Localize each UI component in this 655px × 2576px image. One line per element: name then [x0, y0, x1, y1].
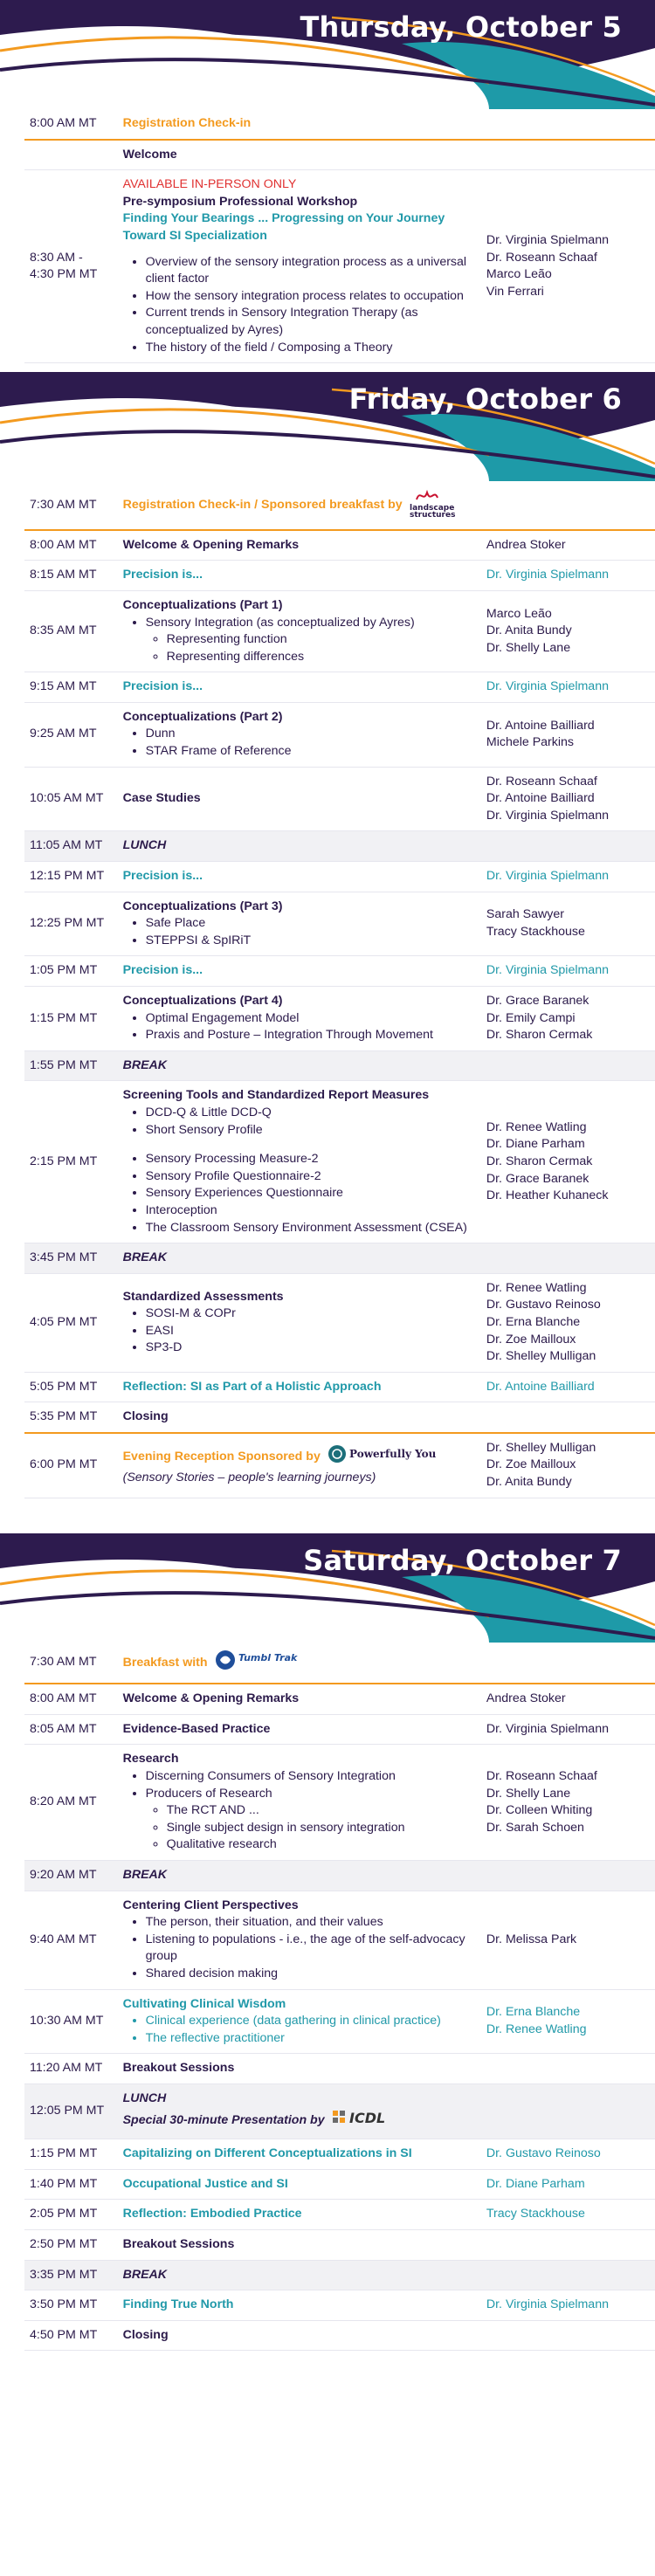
table-row	[24, 530, 655, 561]
speakers-cell: Dr. Virginia Spielmann	[486, 869, 609, 884]
day-banner	[0, 1533, 655, 1643]
event-title: Precision is...	[122, 869, 203, 884]
event-title: Precision is...	[122, 963, 203, 978]
speakers-cell: Dr. Diane Parham	[486, 2176, 585, 2191]
bullet-list	[146, 1151, 476, 1236]
speakers-cell	[479, 2260, 655, 2290]
speakers-cell	[479, 1243, 655, 1274]
time-cell: 9:20 AM MT	[24, 1861, 120, 1891]
bullet-list	[146, 615, 476, 666]
sub-bullet-list	[167, 1802, 476, 1854]
time-cell: 11:20 AM MT	[30, 2061, 103, 2076]
event-title: Capitalizing on Different Conceptualizations in SI	[122, 2146, 412, 2161]
event-cell	[120, 1081, 479, 1243]
table-row	[24, 2290, 655, 2321]
event-title: Reflection: Embodied Practice	[122, 2207, 302, 2221]
speakers-cell	[479, 1402, 655, 1433]
table-row	[24, 1745, 655, 1861]
speakers-cell	[479, 831, 655, 862]
list-item: • STEPPSI & SpIRiT	[146, 933, 476, 950]
table-row	[24, 1372, 655, 1402]
bullet-list	[146, 254, 476, 357]
table-row	[24, 1989, 655, 2054]
table-row	[24, 862, 655, 892]
time-cell: 8:30 AM - 4:30 PM MT	[30, 250, 98, 282]
time-cell: 12:05 PM MT	[24, 2084, 120, 2139]
day-banner	[0, 372, 655, 481]
table-row	[24, 2054, 655, 2084]
list-item: • Shared decision making	[146, 1966, 476, 1983]
event-title: Welcome	[122, 147, 177, 162]
list-item: • Dunn	[146, 726, 476, 743]
time-cell: 8:35 AM MT	[30, 623, 97, 638]
event-title: Screening Tools and Standardized Report Measures	[122, 1088, 430, 1103]
event-title: Registration Check-in / Sponsored breakfast by	[122, 498, 403, 513]
event-cell	[120, 590, 479, 672]
day-title: Friday, October 6	[348, 382, 622, 417]
table-row	[24, 2139, 655, 2170]
list-item: • How the sensory integration process relates to occupation	[146, 288, 476, 306]
event-subtitle: (Sensory Stories – people's learning journeys)	[122, 1470, 376, 1484]
speakers-cell	[479, 2320, 655, 2351]
speakers-cell: Dr. Grace Baranek Dr. Emily Campi Dr. Sharon Cermak	[486, 994, 593, 1043]
bullet-list	[146, 1914, 476, 1982]
list-item: • SOSI-M & COPr	[146, 1305, 476, 1323]
list-item: • Discerning Consumers of Sensory Integration	[146, 1768, 476, 1786]
time-cell: 2:15 PM MT	[30, 1154, 98, 1168]
speakers-cell: Dr. Virginia Spielmann Dr. Roseann Schaaf Marco Leão Vin Ferrari	[486, 232, 609, 299]
event-title: Pre-symposium Professional Workshop	[122, 194, 358, 209]
time-cell: 11:05 AM MT	[24, 831, 120, 862]
sponsor-logo-text: ICDL	[348, 2109, 385, 2126]
sub-bullet-list	[167, 631, 476, 665]
list-item: • The Classroom Sensory Environment Assessment (CSEA)	[146, 1220, 476, 1237]
event-title: Precision is...	[122, 568, 203, 582]
time-cell: 8:00 AM MT	[30, 1691, 97, 1706]
event-cell	[120, 2084, 479, 2139]
friday-section	[0, 372, 655, 1533]
speakers-cell: Andrea Stoker	[486, 1691, 566, 1706]
time-cell: 4:05 PM MT	[30, 1314, 98, 1329]
list-item: • Listening to populations - i.e., the age of the self-advocacy group	[146, 1932, 476, 1966]
bullet-list	[146, 1768, 476, 1854]
speakers-cell: Dr. Erna Blanche Dr. Renee Watling	[486, 2005, 587, 2036]
time-cell: 1:05 PM MT	[30, 963, 98, 978]
event-title: Finding True North	[122, 2297, 234, 2312]
table-row	[24, 1273, 655, 1372]
list-item: • Sensory Profile Questionnaire-2	[146, 1168, 476, 1186]
time-cell: 9:40 AM MT	[30, 1932, 97, 1946]
svg-text:structures: structures	[409, 511, 456, 520]
time-cell: 9:25 AM MT	[30, 727, 97, 741]
event-title: Case Studies	[122, 791, 201, 806]
table-row	[24, 1861, 655, 1891]
table-row	[24, 1891, 655, 1989]
time-cell: 6:00 PM MT	[30, 1457, 98, 1472]
event-title: LUNCH	[122, 2090, 167, 2105]
list-item: • The history of the field / Composing a Theory	[146, 340, 476, 357]
time-cell: 1:40 PM MT	[30, 2176, 98, 2191]
speakers-cell: Dr. Virginia Spielmann	[486, 963, 609, 978]
sponsor-logo-text: Powerfully You	[348, 1448, 437, 1461]
day-banner	[0, 0, 655, 109]
table-row	[24, 561, 655, 591]
time-cell: 7:30 AM MT	[30, 1655, 97, 1670]
list-item: ◦ Single subject design in sensory integration	[167, 1820, 476, 1837]
day-title: Thursday, October 5	[300, 10, 622, 44]
table-row	[24, 1081, 655, 1243]
table-row	[24, 987, 655, 1051]
thursday-section	[0, 0, 655, 372]
speakers-cell	[479, 2054, 655, 2084]
list-item: • Current trends in Sensory Integration Therapy (as conceptualized by Ayres)	[146, 305, 476, 339]
time-cell: 7:30 AM MT	[30, 497, 97, 512]
speakers-cell	[479, 1050, 655, 1081]
event-cell	[120, 1891, 479, 1989]
table-row	[24, 1243, 655, 1274]
bullet-list	[146, 1010, 476, 1044]
speakers-cell: Dr. Antoine Bailliard Michele Parkins	[486, 718, 595, 750]
event-title: Welcome & Opening Remarks	[122, 537, 300, 552]
table-row	[24, 1050, 655, 1081]
event-title: Closing	[122, 2327, 169, 2342]
event-title: Standardized Assessments	[122, 1289, 284, 1304]
table-row	[24, 140, 655, 170]
saturday-section	[0, 1533, 655, 2352]
tumbl-trak-logo	[215, 1649, 297, 1677]
time-cell: 12:25 PM MT	[30, 916, 105, 931]
event-title: Welcome & Opening Remarks	[122, 1691, 300, 1706]
event-cell	[120, 1643, 655, 1684]
event-title: BREAK	[120, 2260, 479, 2290]
bullet-list	[146, 1305, 476, 1357]
time-cell: 1:55 PM MT	[24, 1050, 120, 1081]
list-item: • SP3-D	[146, 1340, 476, 1357]
event-cell	[120, 1433, 479, 1498]
table-row	[24, 767, 655, 831]
time-cell: 5:05 PM MT	[30, 1379, 98, 1394]
list-item: • Producers of Research ◦ The RCT AND ... ◦ Single subject design in sensory integration ◦ Qualitative research	[146, 1786, 476, 1854]
schedule-table	[24, 1643, 655, 2352]
speakers-cell: Sarah Sawyer Tracy Stackhouse	[486, 907, 585, 940]
event-title: Breakout Sessions	[122, 2236, 235, 2251]
speakers-cell: Dr. Roseann Schaaf Dr. Antoine Bailliard Dr. Virginia Spielmann	[486, 774, 609, 823]
event-title: Conceptualizations (Part 4)	[122, 994, 283, 1008]
event-title: Cultivating Clinical Wisdom	[122, 1996, 286, 2011]
bullet-list	[146, 1105, 476, 1139]
powerfully-you-logo	[328, 1444, 446, 1470]
event-title: Evidence-Based Practice	[122, 1721, 271, 1736]
list-item: • DCD-Q & Little DCD-Q	[146, 1105, 476, 1122]
table-row	[24, 1684, 655, 1714]
speakers-cell: Dr. Virginia Spielmann	[486, 568, 609, 582]
event-cell	[120, 1989, 479, 2054]
speakers-cell: Dr. Virginia Spielmann	[486, 1721, 609, 1736]
table-row	[24, 590, 655, 672]
speakers-cell: Dr. Shelley Mulligan Dr. Zoe Mailloux Dr. Anita Bundy	[486, 1440, 596, 1490]
availability-note: AVAILABLE IN-PERSON ONLY	[122, 177, 297, 192]
table-row	[24, 956, 655, 987]
event-cell	[120, 1273, 479, 1372]
list-item: • Interoception	[146, 1202, 476, 1220]
list-item: • Clinical experience (data gathering in clinical practice)	[146, 2013, 476, 2030]
event-title: Occupational Justice and SI	[122, 2176, 288, 2191]
time-cell: 2:05 PM MT	[30, 2207, 98, 2221]
speakers-cell: Dr. Roseann Schaaf Dr. Shelly Lane Dr. Colleen Whiting Dr. Sarah Schoen	[486, 1769, 597, 1835]
event-title: BREAK	[120, 1861, 479, 1891]
speakers-cell: Dr. Renee Watling Dr. Diane Parham Dr. Sharon Cermak Dr. Grace Baranek Dr. Heather Kuhaneck	[486, 1119, 609, 1203]
time-cell: 10:05 AM MT	[30, 791, 104, 806]
event-title: Evening Reception Sponsored by	[122, 1450, 321, 1464]
table-row	[24, 2229, 655, 2260]
time-cell: 4:50 PM MT	[30, 2327, 98, 2342]
speakers-cell	[479, 2229, 655, 2260]
event-title: Conceptualizations (Part 3)	[122, 899, 283, 913]
event-cell	[120, 987, 479, 1051]
time-cell: 12:15 PM MT	[30, 869, 105, 884]
time-cell: 5:35 PM MT	[30, 1409, 98, 1424]
table-row	[24, 109, 655, 140]
sponsor-logo-text: Tumbl Trak	[238, 1651, 297, 1663]
list-item: • Sensory Integration (as conceptualized by Ayres) ◦ Representing function ◦ Representing differences	[146, 615, 476, 666]
time-cell: 9:15 AM MT	[30, 679, 97, 694]
table-row	[24, 1714, 655, 1745]
table-row	[24, 702, 655, 767]
time-cell: 8:05 AM MT	[30, 1721, 97, 1736]
table-row	[24, 2084, 655, 2139]
time-cell: 8:15 AM MT	[30, 568, 97, 582]
speakers-cell: Dr. Gustavo Reinoso	[486, 2146, 601, 2161]
time-cell: 10:30 AM MT	[30, 2014, 104, 2028]
schedule-table	[24, 109, 655, 363]
event-title: BREAK	[120, 1050, 479, 1081]
event-title: Closing	[122, 1409, 169, 1424]
list-item: ◦ The RCT AND ...	[167, 1802, 476, 1820]
time-cell: 1:15 PM MT	[30, 1010, 98, 1025]
bullet-list	[146, 2013, 476, 2047]
speakers-cell: Dr. Virginia Spielmann	[486, 2297, 609, 2312]
table-row	[24, 481, 655, 530]
event-title: Centering Client Perspectives	[122, 1898, 299, 1912]
table-row	[24, 1402, 655, 1433]
event-title: Research	[122, 1752, 179, 1767]
table-row	[24, 672, 655, 703]
event-cell	[120, 702, 479, 767]
event-subtitle: Special 30-minute Presentation by	[122, 2112, 325, 2127]
table-row	[24, 2260, 655, 2290]
table-row	[24, 170, 655, 363]
list-item: • Short Sensory Profile	[146, 1122, 476, 1140]
svg-text:landscape: landscape	[409, 504, 454, 513]
event-title: Precision is...	[122, 679, 203, 694]
event-title: Breakfast with	[122, 1655, 208, 1670]
list-item: • Sensory Processing Measure-2	[146, 1151, 476, 1168]
event-title: BREAK	[120, 1243, 479, 1274]
event-title: Conceptualizations (Part 2)	[122, 709, 283, 724]
table-row	[24, 1433, 655, 1498]
icdl-logo	[332, 2108, 393, 2133]
speakers-cell: Dr. Renee Watling Dr. Gustavo Reinoso Dr. Erna Blanche Dr. Zoe Mailloux Dr. Shelley Mulligan	[486, 1280, 601, 1364]
landscape-structures-logo	[410, 487, 464, 523]
event-subtitle: Finding Your Bearings ... Progressing on Your Journey Toward SI Specialization	[122, 211, 445, 243]
event-cell	[120, 481, 655, 530]
table-row	[24, 1643, 655, 1684]
list-item: • The person, their situation, and their values	[146, 1914, 476, 1932]
event-title: Breakout Sessions	[122, 2061, 235, 2076]
event-subtitle-line	[123, 2108, 476, 2133]
table-row	[24, 831, 655, 862]
list-item: ◦ Representing function	[167, 631, 476, 649]
event-title: LUNCH	[120, 831, 479, 862]
table-row	[24, 892, 655, 956]
time-cell: 3:50 PM MT	[30, 2297, 98, 2312]
list-item: • Safe Place	[146, 915, 476, 933]
speakers-cell: Dr. Virginia Spielmann	[486, 679, 609, 694]
speakers-cell	[479, 1861, 655, 1891]
time-cell: 8:00 AM MT	[30, 537, 97, 552]
speakers-cell: Andrea Stoker	[486, 537, 566, 552]
time-cell: 3:35 PM MT	[24, 2260, 120, 2290]
event-title-line	[123, 1444, 476, 1470]
table-row	[24, 2169, 655, 2200]
time-cell: 1:15 PM MT	[30, 2146, 98, 2161]
list-item: • Sensory Experiences Questionnaire	[146, 1185, 476, 1202]
list-item: • Praxis and Posture – Integration Through Movement	[146, 1027, 476, 1044]
list-item: • The reflective practitioner	[146, 2030, 476, 2048]
time-cell	[24, 140, 120, 170]
bullet-list	[146, 726, 476, 760]
event-cell	[120, 170, 479, 363]
speakers-cell: Dr. Antoine Bailliard	[486, 1379, 595, 1394]
bullet-list	[146, 915, 476, 949]
list-item: ◦ Representing differences	[167, 649, 476, 666]
speakers-cell: Dr. Melissa Park	[486, 1932, 577, 1946]
list-item: • Optimal Engagement Model	[146, 1010, 476, 1028]
day-title: Saturday, October 7	[303, 1543, 622, 1577]
time-cell: 2:50 PM MT	[30, 2236, 98, 2251]
speakers-cell: Marco Leão Dr. Anita Bundy Dr. Shelly Lane	[486, 606, 572, 655]
event-cell	[120, 892, 479, 956]
table-row	[24, 2200, 655, 2230]
time-cell: 8:20 AM MT	[30, 1794, 97, 1809]
time-cell: 8:00 AM MT	[30, 116, 97, 130]
table-row	[24, 2320, 655, 2351]
speakers-cell: Tracy Stackhouse	[486, 2207, 585, 2221]
speakers-cell	[479, 2084, 655, 2139]
list-item: • STAR Frame of Reference	[146, 743, 476, 761]
event-title: Registration Check-in	[122, 116, 252, 130]
list-item: • EASI	[146, 1323, 476, 1340]
time-cell: 3:45 PM MT	[24, 1243, 120, 1274]
event-title: Conceptualizations (Part 1)	[122, 597, 283, 612]
list-item: ◦ Qualitative research	[167, 1836, 476, 1854]
event-cell	[120, 1745, 479, 1861]
list-item: • Overview of the sensory integration process as a universal client factor	[146, 254, 476, 288]
schedule-table	[24, 481, 655, 1498]
event-title: Reflection: SI as Part of a Holistic Approach	[122, 1379, 382, 1394]
